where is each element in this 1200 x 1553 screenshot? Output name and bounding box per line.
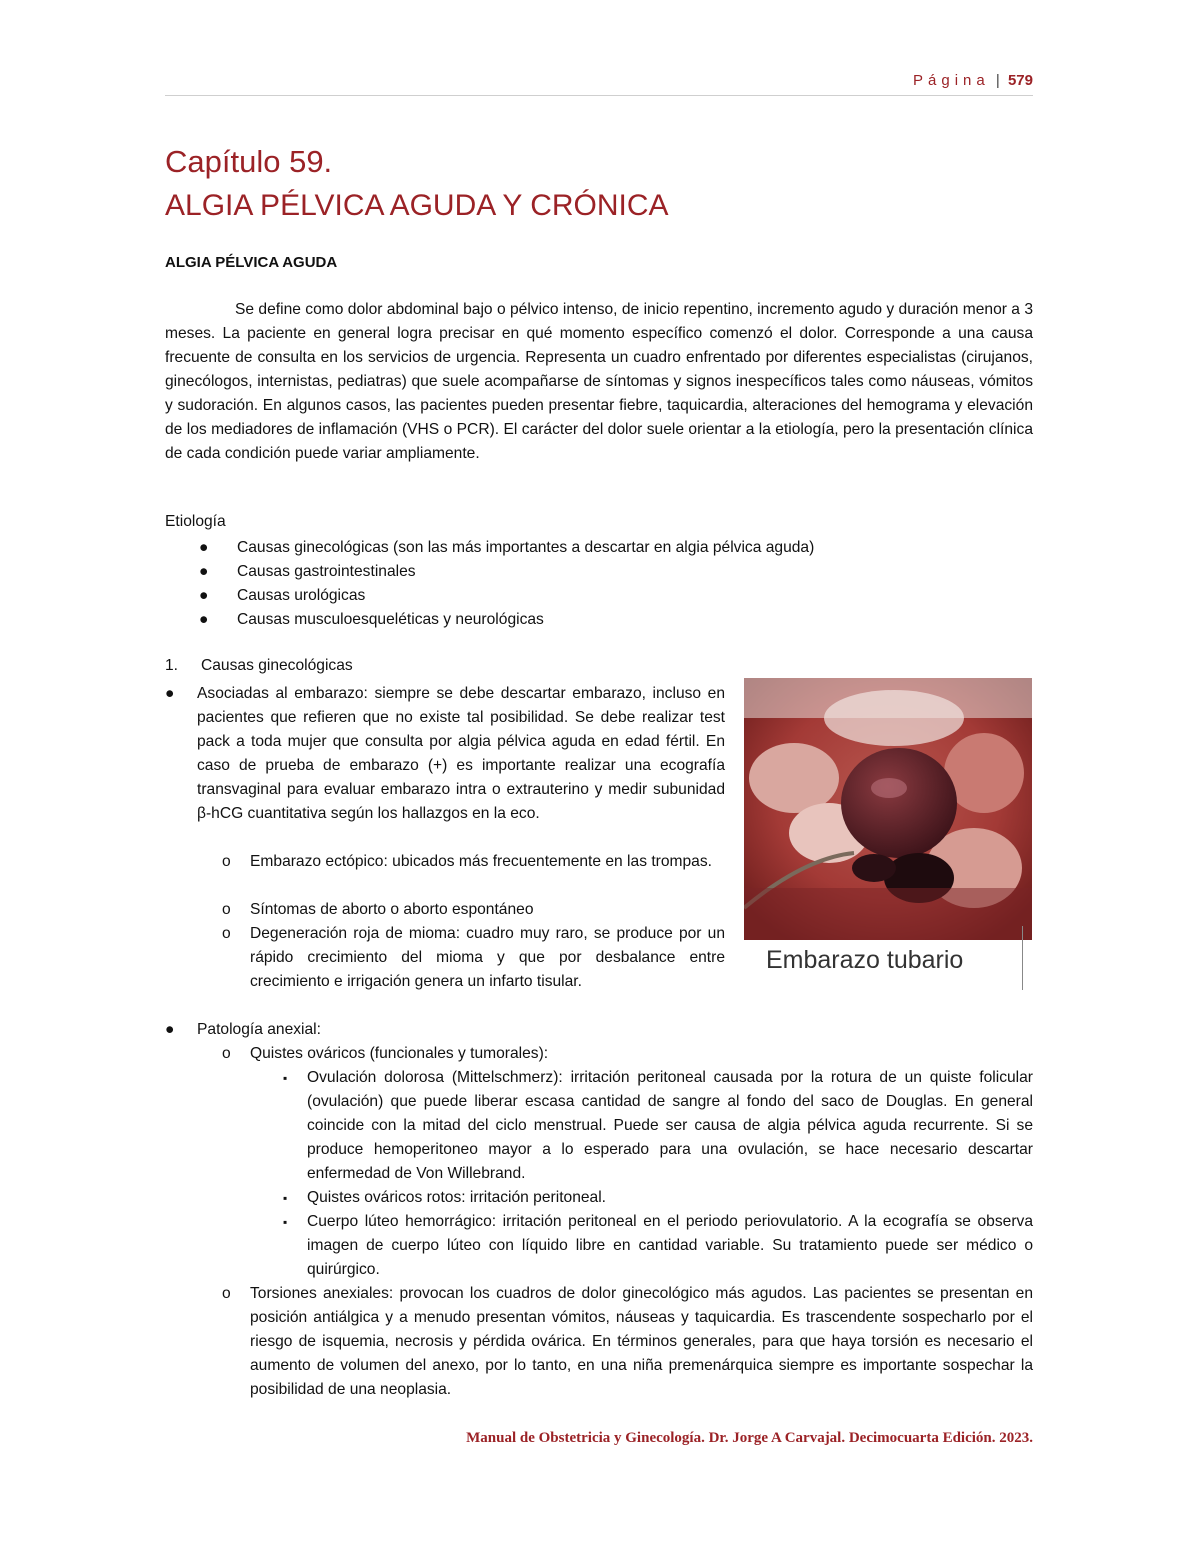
- heading-number: 1.: [165, 657, 179, 674]
- bullet-icon: ●: [165, 1021, 175, 1038]
- page-number: 579: [1007, 72, 1033, 89]
- heading-text: Causas ginecológicas: [201, 657, 353, 674]
- pregnancy-text: Asociadas al embarazo: siempre se debe descartar embarazo, incluso en pacientes que refieren que no existe tal posibilidad. Se debe realizar test pack a toda mujer que consulta por algia pélvica aguda en edad fértil. En caso de prueba de embarazo (+) es importante realizar una ecografía transvaginal para evaluar embarazo intra o extrauterino y medir subunidad β-hCG cuantitativa según los hallazgos en la eco.: [197, 685, 725, 822]
- list-item: ● Causas musculoesqueléticas y neurológicas: [199, 611, 544, 628]
- header-divider: [165, 95, 1033, 96]
- tubal-pregnancy-figure: [744, 678, 1032, 992]
- etiology-heading: Etiología: [165, 513, 226, 530]
- sub-item: o Quistes ováricos (funcionales y tumorales):: [222, 1045, 549, 1062]
- page-header: [165, 72, 1033, 89]
- bullet-icon: ●: [165, 685, 175, 702]
- adnexal-title: Patología anexial:: [197, 1021, 321, 1038]
- surgical-photo: [744, 678, 1032, 940]
- sub-item: o Degeneración roja de mioma: cuadro muy raro, se produce por un rápido crecimiento del mioma y que por desbalance entre crecimiento e irrigación genera un infarto tisular.: [222, 925, 725, 990]
- chapter-title: ALGIA PÉLVICA AGUDA Y CRÓNICA: [165, 189, 669, 222]
- sub-item: o Torsiones anexiales: provocan los cuadros de dolor ginecológico más agudos. Las pacientes se presentan en posición antiálgica y a menudo presentan vómitos, náuseas y taquicardia. Es trascendente sospecharlo por el riesgo de isquemia, necrosis y pérdida ovárica. En términos generales, para que haya torsión es necesario el aumento de volumen del anexo, por lo tanto, en una niña premenárquica siempre es importante sospechar la posibilidad de una neoplasia.: [222, 1285, 1033, 1398]
- page-footer: Manual de Obstetricia y Ginecología. Dr. Jorge A Carvajal. Decimocuarta Edición. 2023.: [466, 1430, 1033, 1446]
- list-item: ● Causas urológicas: [199, 587, 366, 604]
- cyst-item: ▪ Ovulación dolorosa (Mittelschmerz): irritación peritoneal causada por la rotura de un quiste folicular (ovulación) que puede liberar escasa cantidad de sangre al fondo del saco de Douglas. En general coincide con la mitad del ciclo menstrual. Puede ser causa de algia pélvica aguda recurrente. Si se produce hemoperitoneo mayor a lo esperado para una ovulación, se hace necesario descartar enfermedad de Von Willebrand.: [283, 1069, 1033, 1182]
- figure-caption: Embarazo tubario: [766, 946, 964, 974]
- numbered-heading: [165, 657, 353, 675]
- intro-text: Se define como dolor abdominal bajo o pélvico intenso, de inicio repentino, incremento agudo y duración menor a 3 meses. La paciente en general logra precisar en qué momento específico comenzó el dolor. Corresponde a una causa frecuente de consulta en los servicios de urgencia. Representa un cuadro enfrentado por diferentes especialistas (cirujanos, ginecólogos, internistas, pediatras) que suele acompañarse de síntomas y signos inespecíficos tales como náuseas, vómitos y sudoración. En algunos casos, las pacientes pueden presentar fiebre, taquicardia, alteraciones del hemograma y elevación de los mediadores de inflamación (VHS o PCR). El carácter del dolor suele orientar a la etiología, pero la presentación clínica de cada condición puede variar ampliamente.: [165, 301, 1033, 462]
- cyst-item: ▪ Quistes ováricos rotos: irritación peritoneal.: [283, 1189, 607, 1206]
- list-item: ● Causas gastrointestinales: [199, 563, 416, 580]
- list-item: ● Causas ginecológicas (son las más importantes a descartar en algia pélvica aguda): [199, 539, 815, 556]
- sub-item: o Embarazo ectópico: ubicados más frecuentemente en las trompas.: [222, 853, 712, 870]
- header-separator: |: [995, 72, 1000, 89]
- sub-item: o Síntomas de aborto o aborto espontáneo: [222, 901, 534, 918]
- chapter-heading: [165, 140, 669, 228]
- chapter-number: Capítulo 59.: [165, 144, 333, 179]
- section-heading: ALGIA PÉLVICA AGUDA: [165, 254, 338, 271]
- etiology-list: [165, 536, 814, 632]
- intro-paragraph: [165, 298, 1033, 466]
- cyst-item: ▪ Cuerpo lúteo hemorrágico: irritación peritoneal en el periodo periovulatorio. A la ecografía se observa imagen de cuerpo lúteo con líquido libre en cantidad variable. Su tratamiento puede ser médico o quirúrgico.: [283, 1213, 1033, 1278]
- page-label: Página: [913, 72, 990, 89]
- pregnancy-item: [165, 682, 725, 826]
- caption-divider: [1022, 926, 1023, 990]
- adnexal-item: [165, 1018, 1033, 1042]
